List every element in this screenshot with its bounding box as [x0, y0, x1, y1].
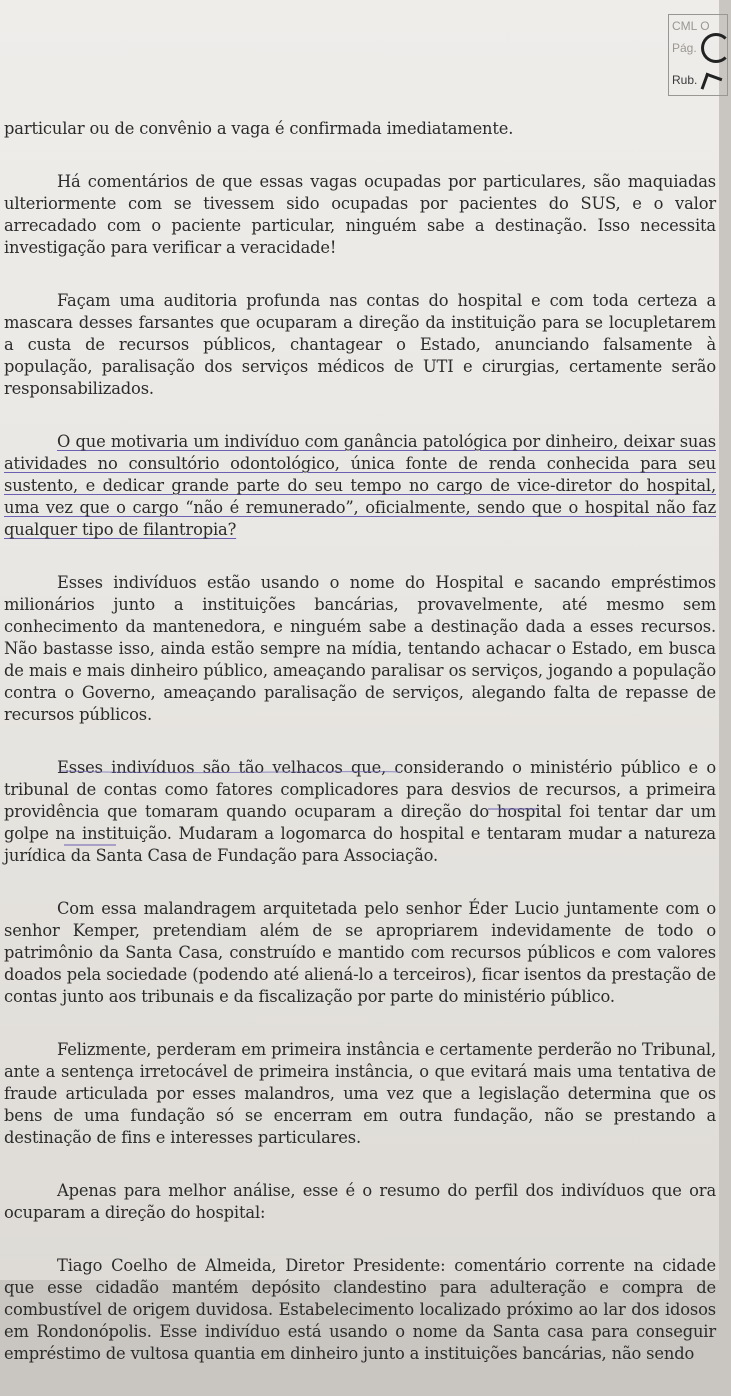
paragraph-2: Há comentários de que essas vagas ocupadas por particulares, são maquiadas ulteriormente com se tivessem sido ocupadas por pacientes do SUS, e o valor arrecadado com o paciente particular, ninguém sabe a destinação. Isso necessita investigação para verificar a veracidade! — [4, 172, 716, 257]
paragraph-9: Apenas para melhor análise, esse é o resumo do perfil dos indivíduos que ora ocuparam a direção do hospital: — [4, 1181, 716, 1222]
handwritten-page-number-icon — [701, 33, 731, 63]
page-stamp — [668, 14, 728, 96]
paragraph-4-underlined: O que motivaria um indivíduo com ganância patológica por dinheiro, deixar suas atividades no consultório odontológico, única fonte de renda conhecida para seu sustento, e dedicar grande parte do seu tempo no cargo de vice-diretor do hospital, uma vez que o cargo “não é remunerado”, oficialmente, sendo que o hospital não faz qualquer tipo de filantropia? — [4, 432, 716, 539]
paragraph-7: Com essa malandragem arquitetada pelo senhor Éder Lucio juntamente com o senhor Kemper, pretendiam além de se apropriarem indevidamente de todo o patrimônio da Santa Casa, construído e mantido com recursos públicos e com valores doados pela sociedade (podendo até aliená-lo a terceiros), ficar isentos da prestação de contas junto aos tribunais e da fiscalização por parte do ministério público. — [4, 899, 716, 1006]
paragraph-6: Esses indivíduos são tão velhacos que, considerando o ministério público e o tribunal de contas como fatores complicadores para desvios de recursos, a primeira providência que tomaram quando ocuparam a direção do hospital foi tentar dar um golpe na instituição. Mudaram a logomarca do hospital e tentaram mudar a natureza jurídica da Santa Casa de Fundação para Associação. — [4, 758, 716, 865]
stamp-page-label: Pág. — [672, 41, 697, 55]
stamp-line-1: CML O — [672, 19, 710, 33]
handwritten-rubric-icon — [701, 73, 723, 95]
paragraph-10: Tiago Coelho de Almeida, Diretor Presidente: comentário corrente na cidade que esse cidadão mantém depósito clandestino para adulteração e compra de combustível de origem duvidosa. Estabelecimento localizado próximo ao lar dos idosos em Rondonópolis. Esse indivíduo está usando o nome da Santa casa para conseguir empréstimo de vultosa quantia em dinheiro junto a instituições bancárias, não sendo — [4, 1256, 716, 1363]
document-body — [4, 118, 716, 1396]
paragraph-5: Esses indivíduos estão usando o nome do Hospital e sacando empréstimos milionários junto a instituições bancárias, provavelmente, até mesmo sem conhecimento da mantenedora, e ninguém sabe a destinação dada a esses recursos. Não bastasse isso, ainda estão sempre na mídia, tentando achacar o Estado, em busca de mais e mais dinheiro público, ameaçando paralisar os serviços, jogando a população contra o Governo, ameaçando paralisação de serviços, alegando falta de repasse de recursos públicos. — [4, 573, 716, 724]
paragraph-8: Felizmente, perderam em primeira instância e certamente perderão no Tribunal, ante a sentença irretocável de primeira instância, o que evitará mais uma tentativa de fraude articulada por esses malandros, uma vez que a legislação determina que os bens de uma fundação só se encerram em outra fundação, não se prestando a destinação de fins e interesses particulares. — [4, 1040, 716, 1147]
paragraph-1: particular ou de convênio a vaga é confirmada imediatamente. — [4, 119, 514, 138]
stamp-rubric-label: Rub. — [672, 73, 698, 87]
paragraph-3: Façam uma auditoria profunda nas contas do hospital e com toda certeza a mascara desses farsantes que ocuparam a direção da instituição para se locupletarem a custa de recursos públicos, chantagear o Estado, anunciando falsamente à população, paralisação dos serviços médicos de UTI e cirurgias, certamente serão responsabilizados. — [4, 291, 716, 398]
